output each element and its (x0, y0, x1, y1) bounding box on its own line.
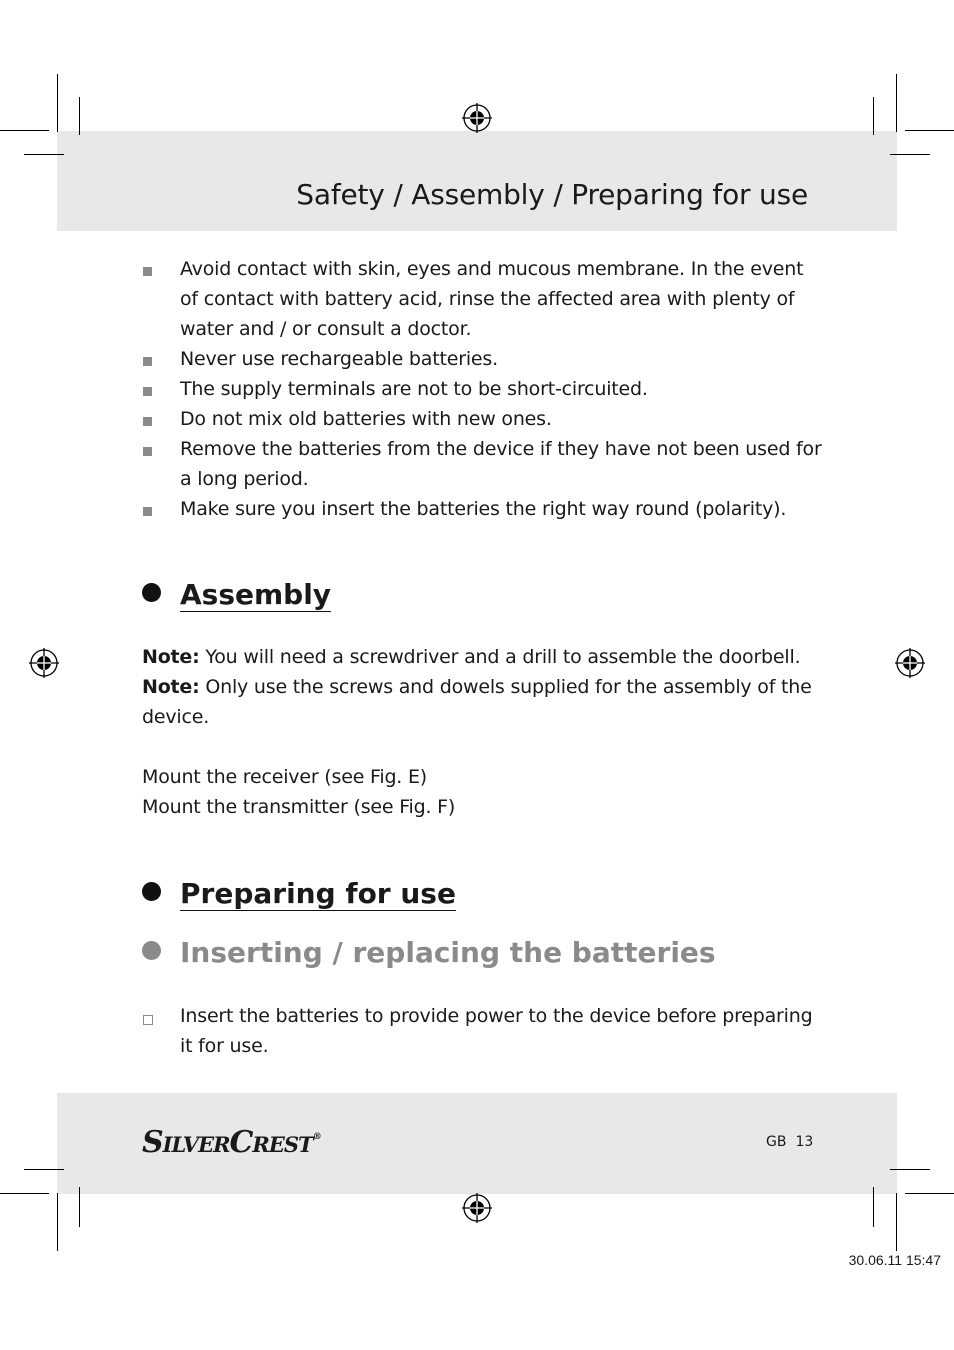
note-1: Note: You will need a screwdriver and a drill to assemble the doorbell. (142, 646, 801, 668)
assembly-text (142, 642, 822, 822)
list-item: Never use rechargeable batteries. (142, 344, 822, 374)
note-2: Note: Only use the screws and dowels supplied for the assembly of the device. (142, 676, 812, 728)
list-item: Insert the batteries to provide power to the device before preparing it for use. (142, 1001, 822, 1061)
list-item: Avoid contact with skin, eyes and mucous membrane. In the event of contact with battery acid, rinse the affected area with plenty of water and / or consult a doctor. (142, 254, 822, 344)
batteries-subheading: Inserting / replacing the batteries (142, 936, 716, 969)
assembly-step-2: Mount the transmitter (see Fig. F) (142, 796, 456, 818)
list-item: The supply terminals are not to be short-circuited. (142, 374, 822, 404)
page-number (766, 1134, 822, 1150)
heading-bullet-icon (142, 882, 161, 901)
subheading-bullet-icon (142, 941, 161, 960)
bullet-square-icon (143, 447, 152, 456)
registration-mark-top-icon (462, 103, 492, 133)
list-item: Make sure you insert the batteries the right way round (polarity). (142, 494, 822, 524)
assembly-heading: Assembly (142, 578, 331, 612)
bullet-square-icon (143, 357, 152, 366)
preparing-heading: Preparing for use (142, 877, 456, 911)
list-item: Remove the batteries from the device if they have not been used for a long period. (142, 434, 822, 494)
preparing-steps (142, 1001, 822, 1061)
registration-mark-left-icon (29, 648, 59, 678)
bullet-square-icon (143, 507, 152, 516)
page-title: Safety / Assembly / Preparing for use (296, 178, 808, 211)
safety-list (142, 254, 822, 524)
registration-mark-right-icon (895, 648, 925, 678)
assembly-step-1: Mount the receiver (see Fig. E) (142, 766, 428, 788)
language-code: GB (766, 1134, 787, 1150)
list-item: Do not mix old batteries with new ones. (142, 404, 822, 434)
step-checkbox-icon (143, 1015, 153, 1025)
heading-bullet-icon (142, 583, 161, 602)
bullet-square-icon (143, 387, 152, 396)
silvercrest-logo: SILVERCREST® (142, 1125, 321, 1160)
print-timestamp: 30.06.11 15:47 (848, 1252, 941, 1268)
registration-mark-bottom-icon (462, 1193, 492, 1223)
page-index: 13 (795, 1134, 814, 1150)
bullet-square-icon (143, 417, 152, 426)
bullet-square-icon (143, 267, 152, 276)
